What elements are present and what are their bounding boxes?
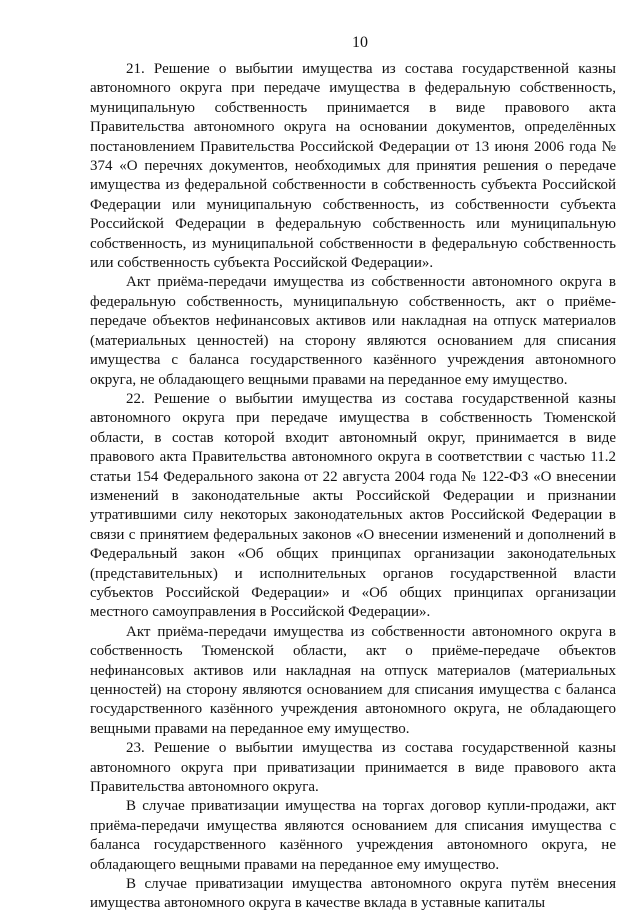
- page-number: 10: [352, 34, 368, 51]
- paragraph-act-tyumen: Акт приёма-передачи имущества из собственности автономного округа в собственность Тюменской области, акт о приёме-передаче объектов нефинансовых активов или накладная на отпуск материалов (материальных ценностей) на сторону являются основанием для списания имущества с баланса государственного казённого учреждения автономного округа, не обладающего вещными правами на переданное ему имущество.: [90, 623, 616, 737]
- paragraph-capital-contribution: В случае приватизации имущества автономного округа путём внесения имущества автономного округа в качестве вклада в уставные капиталы: [90, 876, 616, 912]
- paragraph-act-federal: Акт приёма-передачи имущества из собственности автономного округа в федеральную собственность, муниципальную собственность, акт о приёме-передаче объектов нефинансовых активов или накладная на отпуск материалов (материальных ценностей) на сторону являются основанием для списания имущества с баланса государственного казённого учреждения автономного округа, не обладающего вещными правами на переданное ему имущество.: [90, 274, 616, 388]
- paragraph-auction: В случае приватизации имущества на торгах договор купли-продажи, акт приёма-передачи имущества являются основанием для списания имущества с баланса государственного казённого учреждения автономного округа, не обладающего вещными правами на переданное ему имущество.: [90, 798, 616, 873]
- paragraph-23: 23. Решение о выбытии имущества из состава государственной казны автономного округа при приватизации принимается в виде правового акта Правительства автономного округа.: [90, 740, 616, 796]
- paragraph-21: 21. Решение о выбытии имущества из состава государственной казны автономного округа при передаче имущества в федеральную собственность, муниципальную собственность принимается в виде правового акта Правительства автономного округа на основании документов, определённых постановлением Правительства Российской Федерации от 13 июня 2006 года № 374 «О перечнях документов, необходимых для принятия решения о передаче имущества из федеральной собственности в собственность субъекта Российской Федерации или муниципальную собственность, из собственности субъекта Российской Федерации в федеральную собственность или муниципальную собственность, из муниципальной собственности в федеральную собственность или собственность субъекта Российской Федерации».: [90, 61, 616, 272]
- paragraph-22: 22. Решение о выбытии имущества из состава государственной казны автономного округа при передаче имущества в собственность Тюменской области, в состав которой входит автономный округ, принимается в виде правового акта Правительства автономного округа в соответствии с частью 11.2 статьи 154 Федерального закона от 22 августа 2004 года № 122-ФЗ «О внесении изменений в законодательные акты Российской Федерации и признании утратившими силу некоторых законодательных актов Российской Федерации в связи с принятием федеральных законов «О внесении изменений и дополнений в Федеральный закон «Об общих принципах организации законодательных (представительных) и исполнительных органов государственной власти субъектов Российской Федерации» и «Об общих принципах организации местного самоуправления в Российской Федерации».: [90, 390, 616, 621]
